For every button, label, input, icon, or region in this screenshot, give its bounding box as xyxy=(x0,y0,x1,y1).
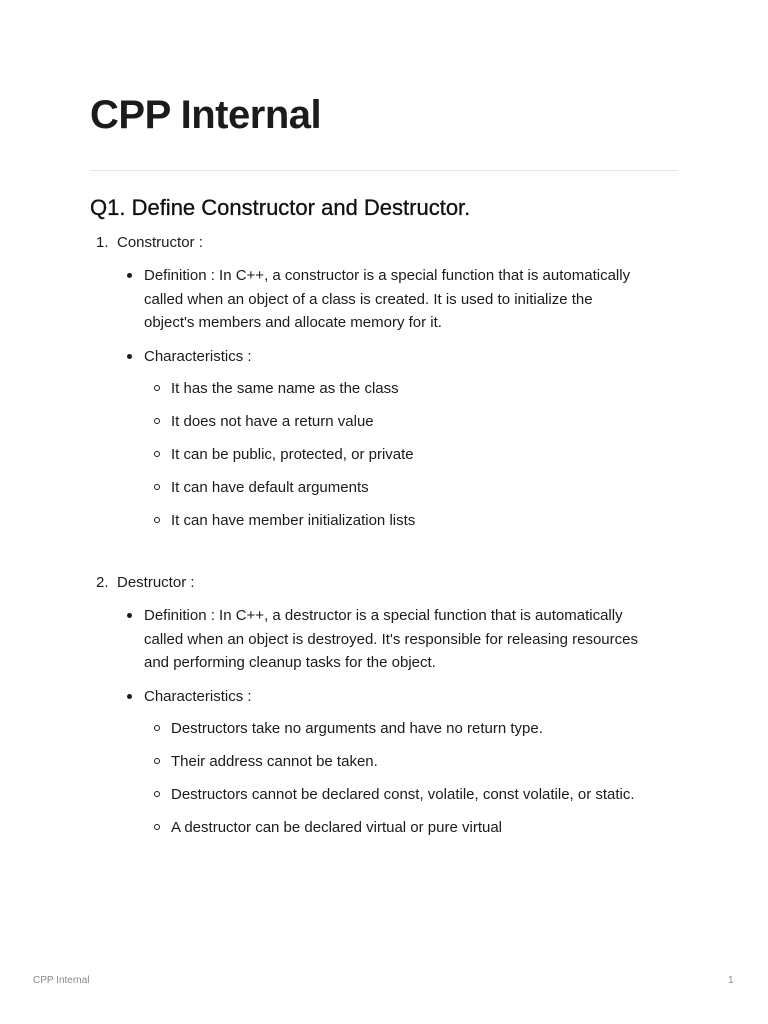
footer-doc-name: CPP Internal xyxy=(33,975,90,986)
constructor-section xyxy=(90,231,690,533)
item-label: Destructor : xyxy=(117,574,195,591)
definition-line: and performing cleanup tasks for the object. xyxy=(144,654,436,671)
list-item: It has the same name as the class xyxy=(171,377,690,401)
question-heading: Q1. Define Constructor and Destructor. xyxy=(90,195,471,220)
item-number: 1. xyxy=(96,234,109,251)
page-title: CPP Internal xyxy=(90,93,322,137)
characteristics-bullet xyxy=(144,685,690,709)
definition-line: Definition : In C++, a constructor is a special function that is automatically xyxy=(144,267,631,284)
list-item: It can have default arguments xyxy=(171,476,690,500)
list-item: It does not have a return value xyxy=(171,410,690,434)
list-item: A destructor can be declared virtual or pure virtual xyxy=(171,816,690,840)
numbered-item-constructor xyxy=(90,231,690,255)
definition-line: Definition : In C++, a destructor is a special function that is automatically xyxy=(144,607,623,624)
definition-bullet xyxy=(144,264,690,335)
characteristics-label: Characteristics : xyxy=(144,687,252,705)
definition-line: object's members and allocate memory for it. xyxy=(144,314,442,331)
footer-page-number: 1 xyxy=(728,975,734,986)
title-divider xyxy=(90,170,678,171)
list-item: It can be public, protected, or private xyxy=(171,443,690,467)
definition-line: called when an object of a class is created. It is used to initialize the xyxy=(144,290,593,308)
characteristics-list xyxy=(90,377,690,533)
list-item: Destructors take no arguments and have no return type. xyxy=(171,717,690,741)
item-label: Constructor : xyxy=(117,234,203,251)
characteristics-list xyxy=(90,717,690,840)
definition-line: called when an object is destroyed. It's responsible for releasing resources xyxy=(144,630,638,648)
list-item: It can have member initialization lists xyxy=(171,509,690,533)
destructor-section xyxy=(90,571,690,840)
list-item: Their address cannot be taken. xyxy=(171,750,690,774)
definition-bullet xyxy=(144,604,690,675)
numbered-item-destructor xyxy=(90,571,690,595)
characteristics-label: Characteristics : xyxy=(144,347,252,365)
characteristics-bullet xyxy=(144,345,690,369)
list-item: Destructors cannot be declared const, volatile, const volatile, or static. xyxy=(171,783,690,807)
item-number: 2. xyxy=(96,574,109,591)
